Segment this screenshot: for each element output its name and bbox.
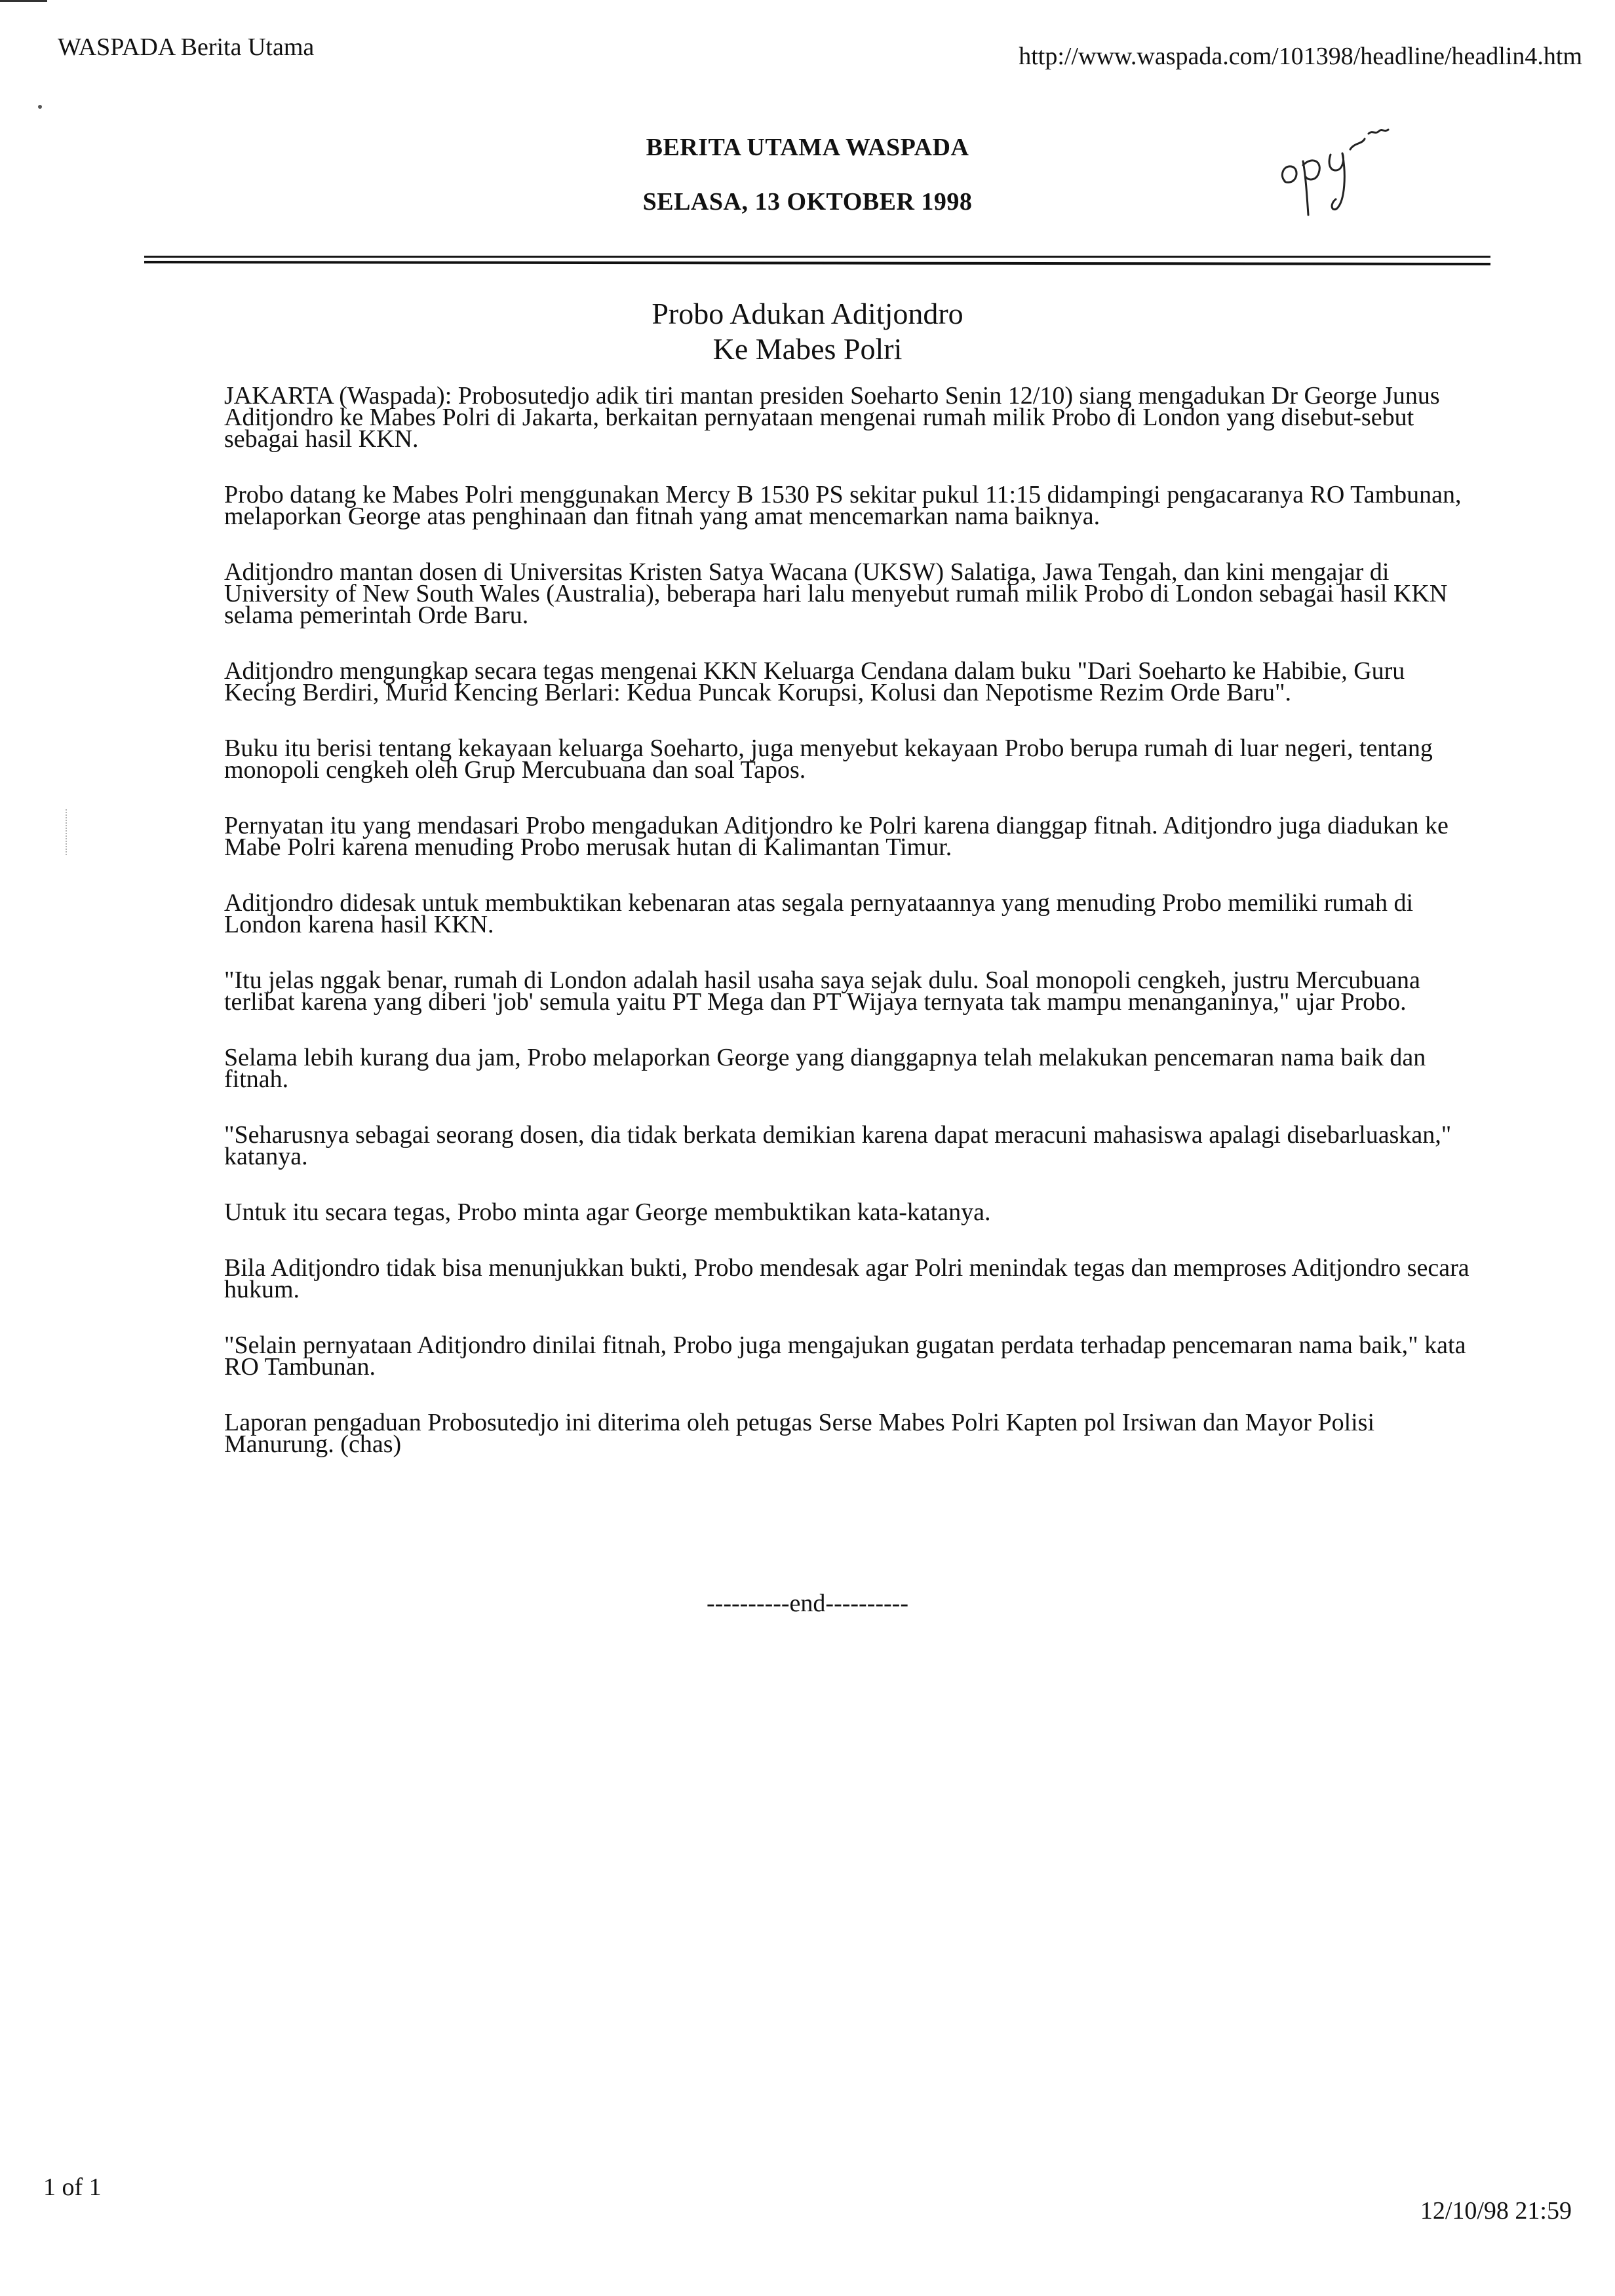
handwritten-initials-mark [1277,123,1395,221]
masthead-divider-rule [144,254,1490,270]
headline-line-2: Ke Mabes Polri [712,332,903,366]
scan-edge-mark [0,0,47,2]
article-paragraph: "Seharusnya sebagai seorang dosen, dia tidak berkata demikian karena dapat meracuni mahasiswa apalagi disebarluaskan," katanya. [224,1121,1452,1170]
scan-specks [66,809,72,855]
article-paragraph: Bila Aditjondro tidak bisa menunjukkan bukti, Probo mendesak agar Polri menindak tegas dan memproses Aditjondro secara hukum. [224,1254,1469,1303]
scan-speck [38,105,42,109]
article-paragraph: Laporan pengaduan Probosutedjo ini diterima oleh petugas Serse Mabes Polri Kapten pol Irsiwan dan Mayor Polisi Manurung. (chas) [224,1409,1375,1458]
article-paragraph: Aditjondro mantan dosen di Universitas Kristen Satya Wacana (UKSW) Salatiga, Jawa Tengah, dan kini mengajar di University of New South Wales (Australia), beberapa hari lalu menyebut rumah milik Probo di London sebagai hasil KKN selama pemerintah Orde Baru. [224,558,1448,629]
article-headline [0,296,1615,367]
headline-line-1: Probo Adukan Aditjondro [652,297,963,330]
masthead-date: SELASA, 13 OKTOBER 1998 [642,188,973,216]
article-paragraph: "Itu jelas nggak benar, rumah di London adalah hasil usaha saya sejak dulu. Soal monopoli cengkeh, justru Mercubuana terlibat karena yang diberi 'job' semula yaitu PT Mega dan PT Wijaya ternyata tak mampu menanganinya," ujar Probo. [224,966,1420,1016]
page-count: 1 of 1 [43,2173,102,2201]
article-paragraph: Untuk itu secara tegas, Probo minta agar George membuktikan kata-katanya. [224,1198,991,1226]
print-timestamp: 12/10/98 21:59 [1420,2197,1572,2225]
end-marker: ----------end---------- [707,1590,908,1617]
article-paragraph: Selama lebih kurang dua jam, Probo melaporkan George yang dianggapnya telah melakukan pencemaran nama baik dan fitnah. [224,1044,1426,1093]
article-paragraph: Pernyatan itu yang mendasari Probo mengadukan Aditjondro ke Polri karena dianggap fitnah. Aditjondro juga diadukan ke Mabe Polri karena menuding Probo merusak hutan di Kalimantan Timur. [224,812,1449,861]
article-body [224,382,1483,1489]
article-paragraph: Aditjondro mengungkap secara tegas mengenai KKN Keluarga Cendana dalam buku "Dari Soeharto ke Habibie, Guru Kecing Berdiri, Murid Kencing Berlari: Kedua Puncak Korupsi, Kolusi dan Nepotisme Rezim Orde Baru". [224,657,1405,706]
masthead-title: BERITA UTAMA WASPADA [646,134,969,161]
article-paragraph: Probo datang ke Mabes Polri menggunakan Mercy B 1530 PS sekitar pukul 11:15 didampingi pengacaranya RO Tambunan, melaporkan George atas penghinaan dan fitnah yang amat mencemarkan nama baiknya. [224,481,1462,530]
print-header-title: WASPADA Berita Utama [58,33,315,61]
article-paragraph: Buku itu berisi tentang kekayaan keluarga Soeharto, juga menyebut kekayaan Probo berupa rumah di luar negeri, tentang monopoli cengkeh oleh Grup Mercubuana dan soal Tapos. [224,735,1433,784]
print-header-url: http://www.waspada.com/101398/headline/headlin4.htm [1019,43,1582,70]
article-paragraph: JAKARTA (Waspada): Probosutedjo adik tiri mantan presiden Soeharto Senin 12/10) siang mengadukan Dr George Junus Aditjondro ke Mabes Polri di Jakarta, berkaitan pernyataan mengenai rumah milik Probo di London yang disebut-sebut sebagai hasil KKN. [224,382,1440,453]
article-paragraph: "Selain pernyataan Aditjondro dinilai fitnah, Probo juga mengajukan gugatan perdata terhadap pencemaran nama baik," kata RO Tambunan. [224,1331,1466,1381]
article-paragraph: Aditjondro didesak untuk membuktikan kebenaran atas segala pernyataannya yang menuding Probo memiliki rumah di London karena hasil KKN. [224,889,1414,938]
